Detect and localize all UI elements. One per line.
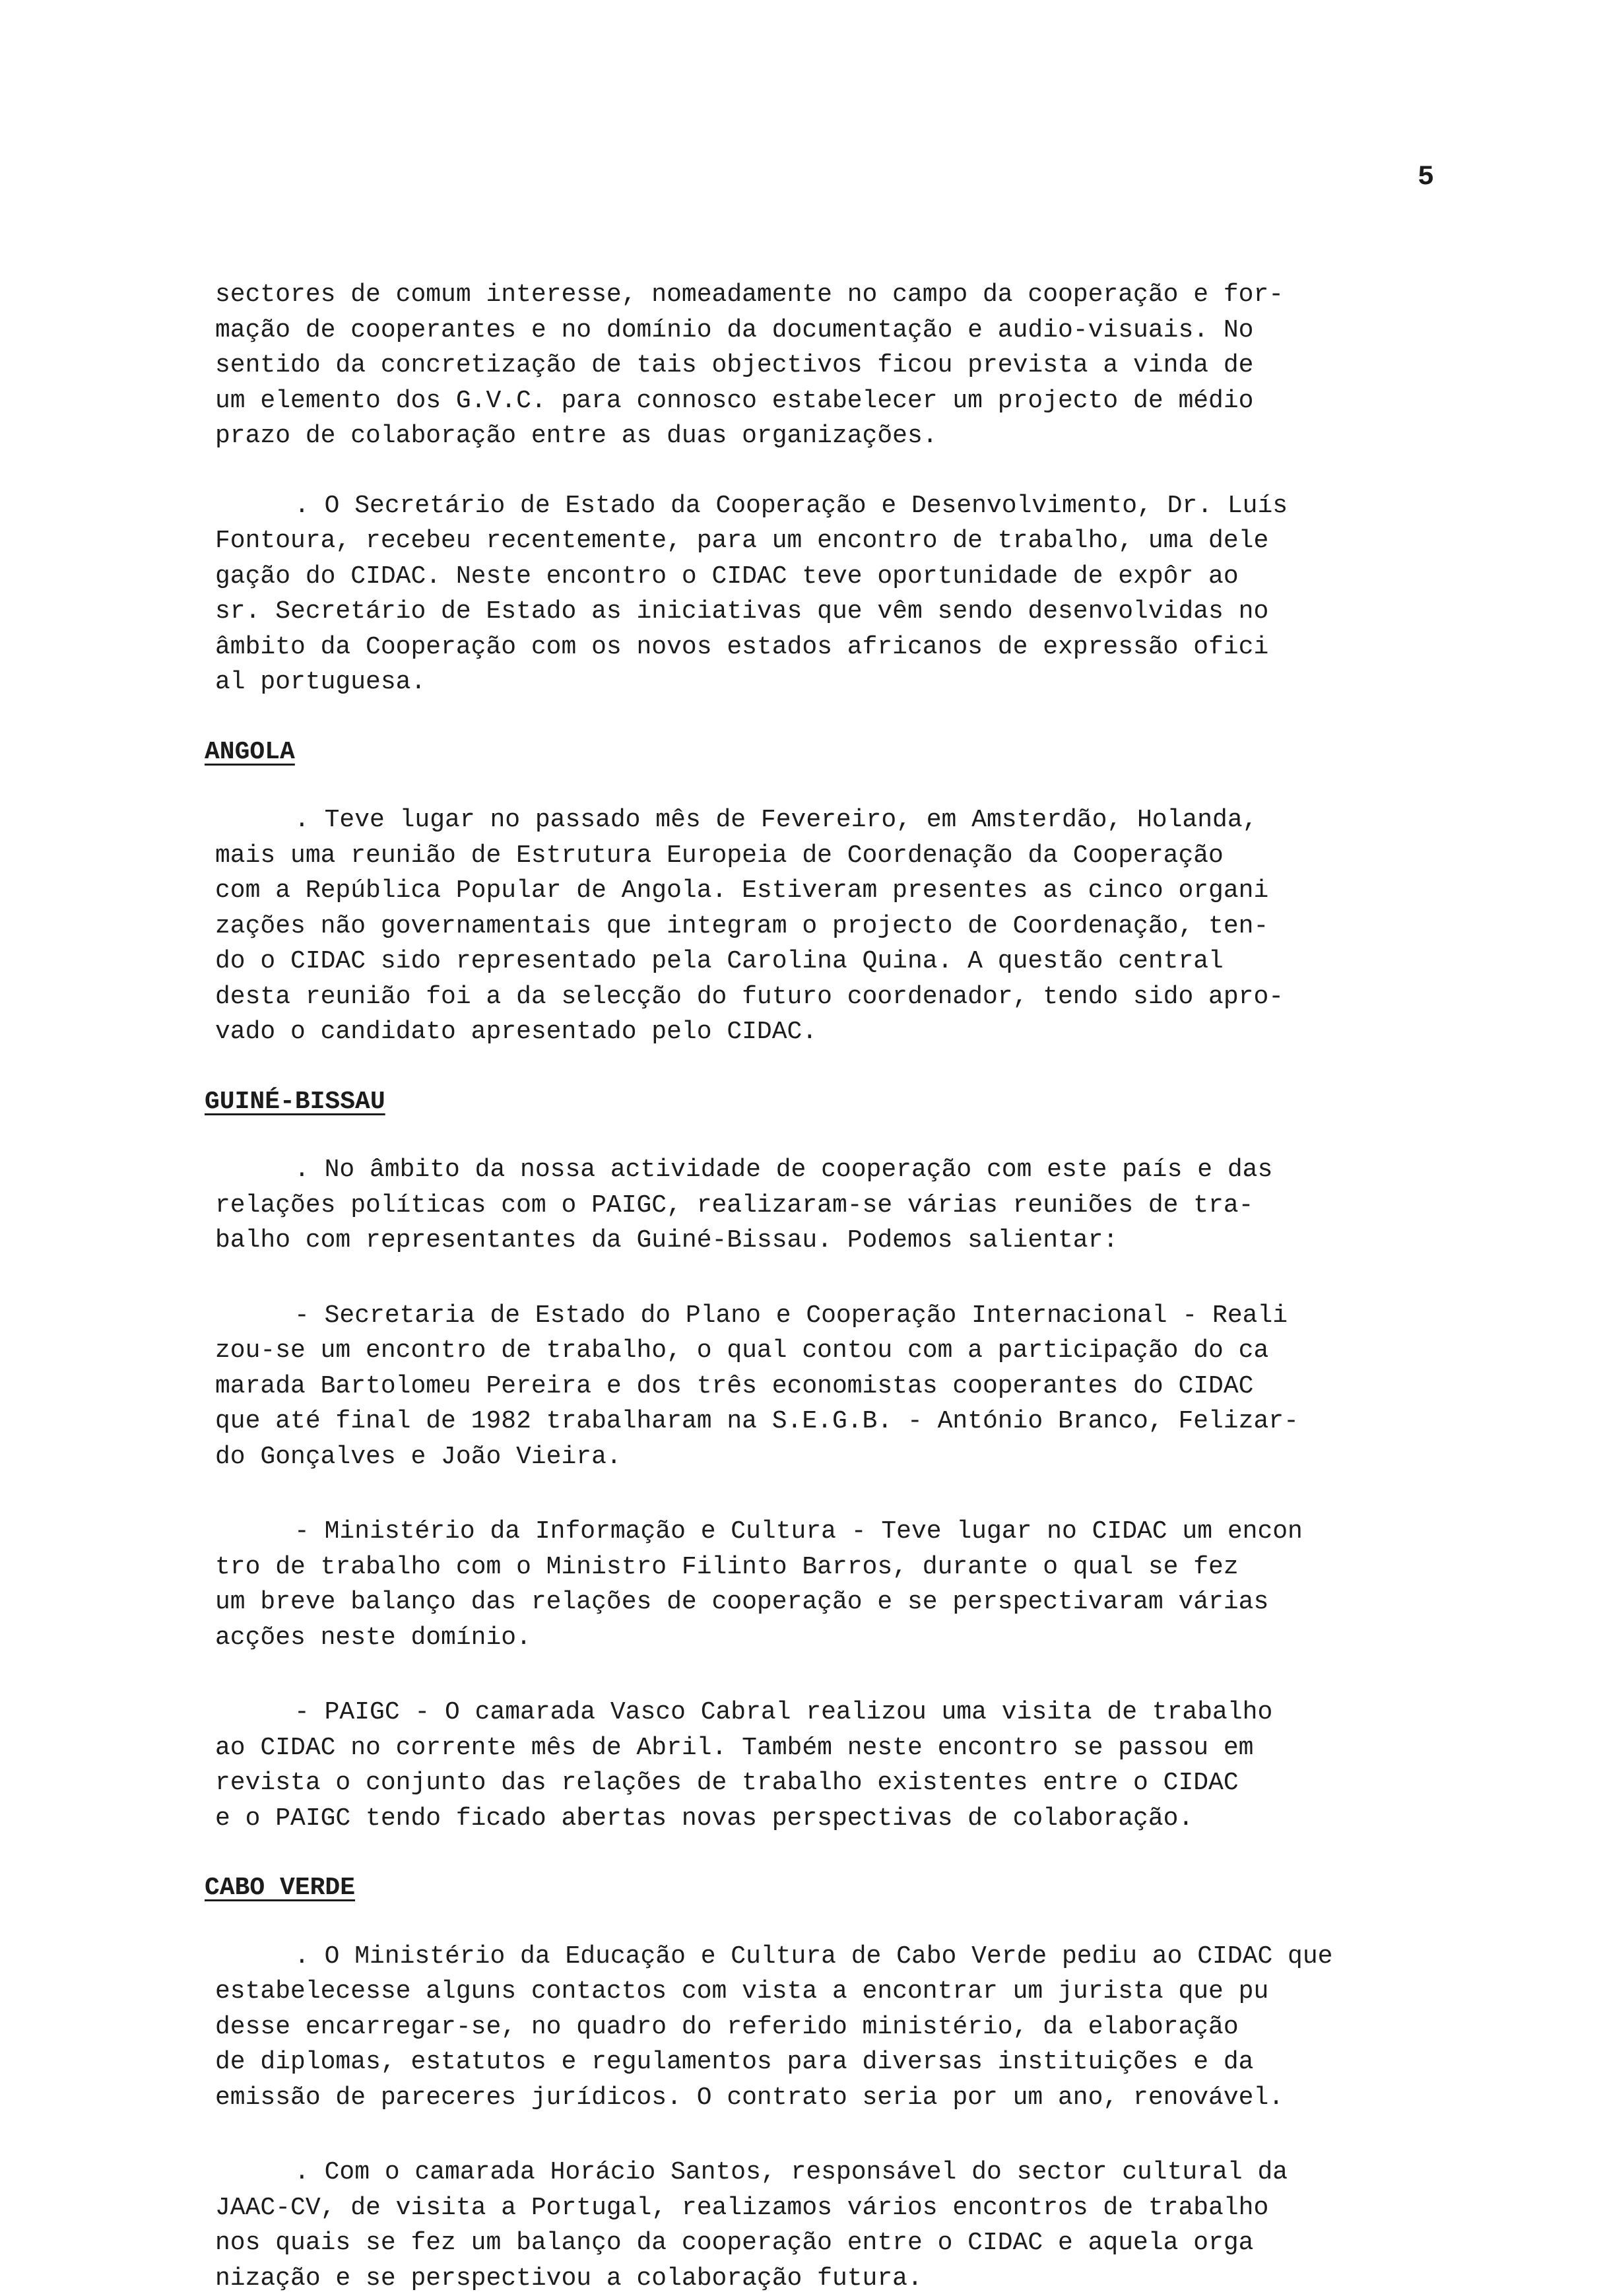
section-heading-angola: ANGOLA: [205, 735, 1456, 770]
paragraph-guine-4: [215, 1695, 1456, 1836]
section-heading-guine-bissau: GUINÉ-BISSAU: [205, 1084, 1456, 1120]
text-line: que até final de 1982 trabalharam na S.E.G.B. - António Branco, Felizar-: [215, 1404, 1456, 1439]
text-line: - Secretaria de Estado do Plano e Cooperação Internacional - Reali: [215, 1298, 1456, 1334]
text-line: um breve balanço das relações de cooperação e se perspectivaram várias: [215, 1585, 1456, 1620]
text-line: . O Secretário de Estado da Cooperação e Desenvolvimento, Dr. Luís: [215, 488, 1456, 524]
text-line: zou-se um encontro de trabalho, o qual contou com a participação do ca: [215, 1333, 1456, 1369]
text-line: com a República Popular de Angola. Estiveram presentes as cinco organi: [215, 873, 1456, 909]
paragraph-intro-2: [215, 488, 1456, 700]
paragraph-angola-1: [215, 803, 1456, 1050]
text-line: al portuguesa.: [215, 665, 1456, 700]
text-line: do o CIDAC sido representado pela Carolina Quina. A questão central: [215, 944, 1456, 979]
text-line: de diplomas, estatutos e regulamentos para diversas instituições e da: [215, 2045, 1456, 2080]
text-line: nos quais se fez um balanço da cooperação entre o CIDAC e aquela orga: [215, 2225, 1456, 2261]
text-line: mação de cooperantes e no domínio da documentação e audio-visuais. No: [215, 313, 1456, 348]
text-line: mais uma reunião de Estrutura Europeia de Coordenação da Cooperação: [215, 838, 1456, 874]
text-line: prazo de colaboração entre as duas organizações.: [215, 418, 1456, 454]
text-line: sr. Secretário de Estado as iniciativas que vêm sendo desenvolvidas no: [215, 594, 1456, 630]
text-line: desta reunião foi a da selecção do futuro coordenador, tendo sido apro-: [215, 979, 1456, 1015]
text-line: . O Ministério da Educação e Cultura de Cabo Verde pediu ao CIDAC que: [215, 1939, 1456, 1975]
text-line: JAAC-CV, de visita a Portugal, realizamos vários encontros de trabalho: [215, 2190, 1456, 2226]
text-line: vado o candidato apresentado pelo CIDAC.: [215, 1014, 1456, 1050]
text-line: . No âmbito da nossa actividade de cooperação com este país e das: [215, 1152, 1456, 1188]
text-line: - PAIGC - O camarada Vasco Cabral realizou uma visita de trabalho: [215, 1695, 1456, 1730]
paragraph-guine-1: [215, 1152, 1456, 1259]
text-line: sectores de comum interesse, nomeadamente no campo da cooperação e for-: [215, 277, 1456, 313]
text-line: gação do CIDAC. Neste encontro o CIDAC teve oportunidade de expôr ao: [215, 559, 1456, 595]
text-line: marada Bartolomeu Pereira e dos três economistas cooperantes do CIDAC: [215, 1369, 1456, 1404]
page-number: 5: [1418, 161, 1434, 193]
paragraph-cabo-verde-2: [215, 2155, 1456, 2296]
paragraph-guine-2: [215, 1298, 1456, 1475]
text-line: . Teve lugar no passado mês de Fevereiro, em Amsterdão, Holanda,: [215, 803, 1456, 838]
text-line: relações políticas com o PAIGC, realizaram-se várias reuniões de tra-: [215, 1188, 1456, 1224]
text-line: balho com representantes da Guiné-Bissau. Podemos salientar:: [215, 1223, 1456, 1259]
text-line: tro de trabalho com o Ministro Filinto Barros, durante o qual se fez: [215, 1550, 1456, 1585]
text-line: - Ministério da Informação e Cultura - Teve lugar no CIDAC um encon: [215, 1514, 1456, 1550]
text-line: desse encarregar-se, no quadro do referido ministério, da elaboração: [215, 2010, 1456, 2045]
paragraph-intro-1: [215, 277, 1456, 454]
text-line: estabelecesse alguns contactos com vista a encontrar um jurista que pu: [215, 1974, 1456, 2010]
text-line: . Com o camarada Horácio Santos, responsável do sector cultural da: [215, 2155, 1456, 2190]
text-line: âmbito da Cooperação com os novos estados africanos de expressão ofici: [215, 630, 1456, 665]
text-line: e o PAIGC tendo ficado abertas novas perspectivas de colaboração.: [215, 1801, 1456, 1837]
text-line: ao CIDAC no corrente mês de Abril. Também neste encontro se passou em: [215, 1730, 1456, 1766]
text-line: nização e se perspectivou a colaboração futura.: [215, 2261, 1456, 2296]
paragraph-guine-3: [215, 1514, 1456, 1655]
text-line: do Gonçalves e João Vieira.: [215, 1439, 1456, 1475]
text-line: um elemento dos G.V.C. para connosco estabelecer um projecto de médio: [215, 383, 1456, 419]
text-line: sentido da concretização de tais objectivos ficou prevista a vinda de: [215, 348, 1456, 383]
section-heading-cabo-verde: CABO VERDE: [205, 1870, 1456, 1906]
text-line: revista o conjunto das relações de trabalho existentes entre o CIDAC: [215, 1765, 1456, 1801]
text-line: zações não governamentais que integram o projecto de Coordenação, ten-: [215, 909, 1456, 944]
text-line: Fontoura, recebeu recentemente, para um encontro de trabalho, uma dele: [215, 523, 1456, 559]
paragraph-cabo-verde-1: [215, 1939, 1456, 2116]
text-line: acções neste domínio.: [215, 1620, 1456, 1656]
text-line: emissão de pareceres jurídicos. O contrato seria por um ano, renovável.: [215, 2080, 1456, 2116]
document-body: [215, 277, 1456, 2296]
